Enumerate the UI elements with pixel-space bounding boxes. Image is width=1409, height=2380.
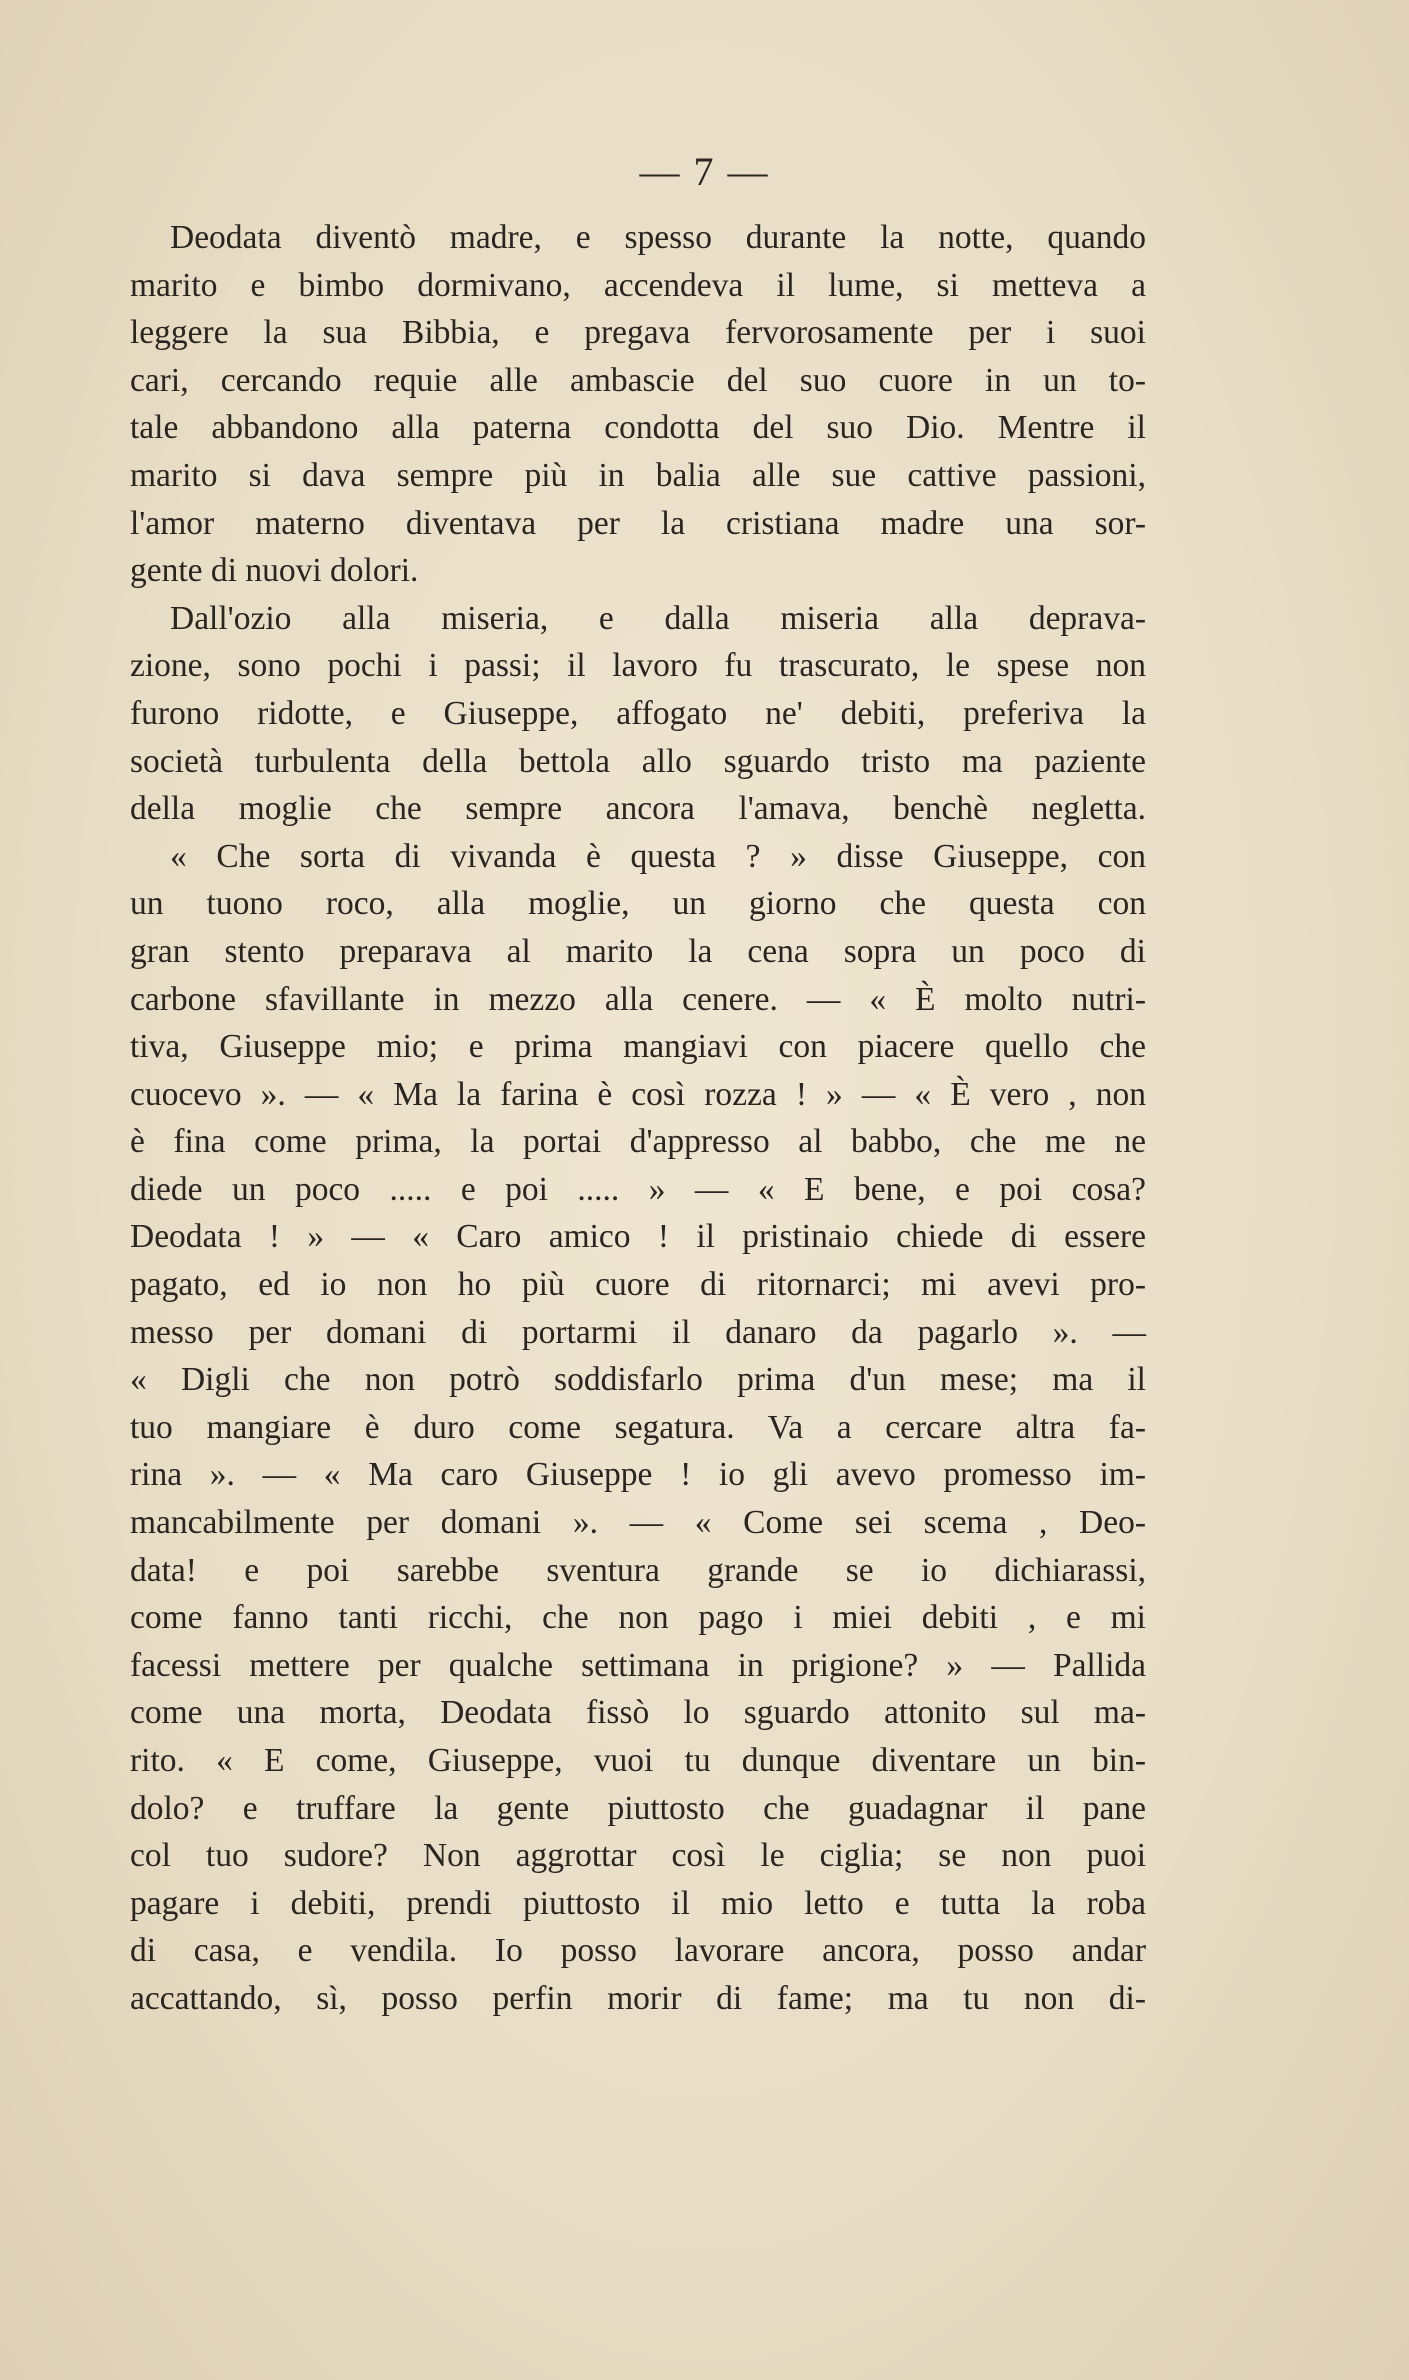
body-text bbox=[130, 214, 1146, 2023]
text-line: Deodata ! » — « Caro amico ! il pristinaio chiede di essere bbox=[130, 1218, 1146, 1256]
text-line: cari, cercando requie alle ambascie del suo cuore in un to- bbox=[130, 361, 1146, 399]
page-number: — 7 — bbox=[639, 149, 770, 194]
text-line: Deodata diventò madre, e spesso durante la notte, quando bbox=[170, 219, 1146, 256]
text-line: « Che sorta di vivanda è questa ? » disse Giuseppe, con bbox=[170, 837, 1146, 875]
text-line: pagato, ed io non ho più cuore di ritornarci; mi avevi pro- bbox=[130, 1266, 1146, 1304]
text-line: zione, sono pochi i passi; il lavoro fu trascurato, le spese non bbox=[130, 647, 1146, 685]
text-line: rina ». — « Ma caro Giuseppe ! io gli avevo promesso im- bbox=[130, 1456, 1146, 1494]
text-line: messo per domani di portarmi il danaro da pagarlo ». — bbox=[130, 1313, 1146, 1351]
text-line: della moglie che sempre ancora l'amava, benchè negletta. bbox=[130, 790, 1146, 828]
text-line: leggere la sua Bibbia, e pregava fervorosamente per i suoi bbox=[130, 314, 1146, 352]
text-line: come una morta, Deodata fissò lo sguardo attonito sul ma- bbox=[130, 1694, 1146, 1732]
text-line: pagare i debiti, prendi piuttosto il mio letto e tutta la roba bbox=[130, 1884, 1146, 1922]
text-line: col tuo sudore? Non aggrottar così le ciglia; se non puoi bbox=[130, 1837, 1146, 1875]
text-line: carbone sfavillante in mezzo alla cenere. — « È molto nutri- bbox=[130, 980, 1146, 1018]
text-line: gran stento preparava al marito la cena sopra un poco di bbox=[130, 932, 1146, 970]
text-line: diede un poco ..... e poi ..... » — « E bene, e poi cosa? bbox=[130, 1170, 1146, 1208]
text-line: accattando, sì, posso perfin morir di fame; ma tu non di- bbox=[130, 1979, 1146, 2017]
text-line: rito. « E come, Giuseppe, vuoi tu dunque diventare un bin- bbox=[130, 1742, 1146, 1779]
text-line: tuo mangiare è duro come segatura. Va a cercare altra fa- bbox=[130, 1408, 1146, 1446]
text-line: mancabilmente per domani ». — « Come sei scema , Deo- bbox=[130, 1504, 1146, 1542]
text-line: dolo? e truffare la gente piuttosto che guadagnar il pane bbox=[130, 1789, 1146, 1827]
text-line: di casa, e vendila. Io posso lavorare ancora, posso andar bbox=[130, 1932, 1146, 1970]
text-line: facessi mettere per qualche settimana in prigione? » — Pallida bbox=[130, 1646, 1146, 1684]
text-line: marito si dava sempre più in balia alle sue cattive passioni, bbox=[130, 456, 1146, 494]
text-line: tiva, Giuseppe mio; e prima mangiavi con piacere quello che bbox=[130, 1028, 1146, 1066]
text-line: furono ridotte, e Giuseppe, affogato ne' debiti, preferiva la bbox=[130, 694, 1146, 732]
text-line: cuocevo ». — « Ma la farina è così rozza ! » — « È vero , non bbox=[130, 1075, 1146, 1113]
text-line: è fina come prima, la portai d'appresso al babbo, che me ne bbox=[130, 1123, 1146, 1161]
text-line: « Digli che non potrò soddisfarlo prima d'un mese; ma il bbox=[130, 1361, 1146, 1399]
text-line: come fanno tanti ricchi, che non pago i miei debiti , e mi bbox=[130, 1599, 1146, 1637]
text-line: l'amor materno diventava per la cristiana madre una sor- bbox=[130, 504, 1146, 542]
text-line: gente di nuovi dolori. bbox=[130, 552, 419, 590]
text-line: società turbulenta della bettola allo sguardo tristo ma paziente bbox=[130, 742, 1146, 780]
text-line: un tuono roco, alla moglie, un giorno che questa con bbox=[130, 885, 1146, 923]
text-line: marito e bimbo dormivano, accendeva il lume, si metteva a bbox=[130, 266, 1146, 304]
text-line: data! e poi sarebbe sventura grande se io dichiarassi, bbox=[130, 1551, 1146, 1589]
text-line: tale abbandono alla paterna condotta del suo Dio. Mentre il bbox=[130, 409, 1146, 447]
text-line: Dall'ozio alla miseria, e dalla miseria alla deprava- bbox=[170, 599, 1146, 637]
